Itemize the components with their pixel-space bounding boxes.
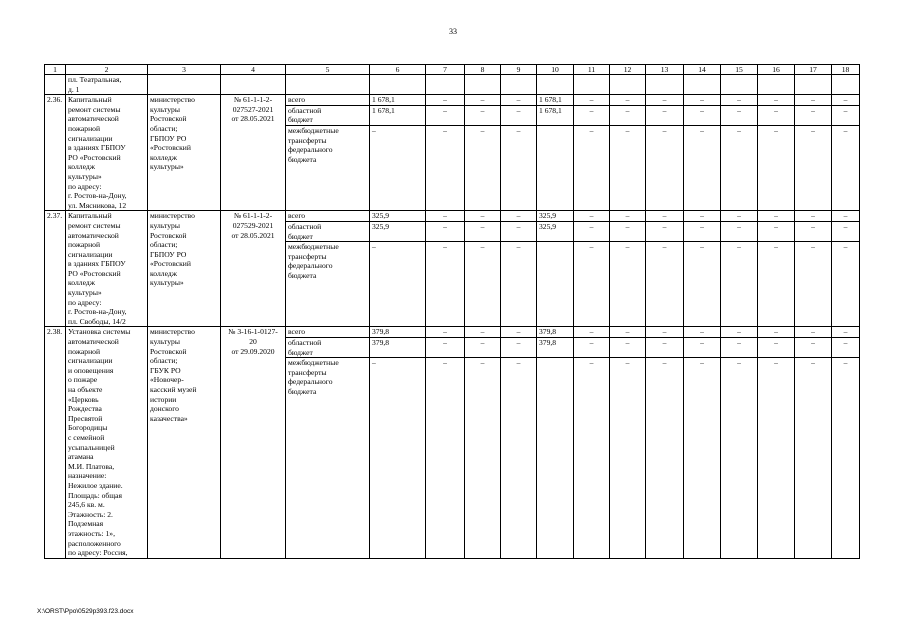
document-reference <box>221 211 286 327</box>
funding-source-value: всего <box>286 211 369 222</box>
year-2022-value: – <box>501 211 536 222</box>
year-col-16-value: – <box>758 222 794 242</box>
year-col-17-cell <box>795 327 832 558</box>
year-2020-cell <box>426 95 465 211</box>
executor <box>148 95 221 211</box>
column-header: 18 <box>832 65 860 75</box>
object-name-text: Капитальный ремонт системы автоматической пожарной сигнализации в зданиях ГБПОУ РО «Ростовский колледж культуры» по адресу: г. Ростов-на-Дону, пл. Свободы, 14/2 <box>68 211 127 326</box>
total-amount-value: – <box>372 125 376 135</box>
year-col-14-value: – <box>700 242 704 252</box>
executor-text: министерство культуры Ростовской области; ГБПОУ РО «Ростовский колледж культуры» <box>150 211 195 288</box>
year-2020-value: – <box>426 106 464 126</box>
year-col-18-value: – <box>832 222 859 242</box>
year-col-16-value: – <box>758 106 794 126</box>
row-number-text: 2.37. <box>47 211 63 221</box>
column-header: 17 <box>795 65 832 75</box>
year-col-15-value: – <box>721 338 757 358</box>
executor <box>148 211 221 327</box>
year-2022-value: – <box>516 358 521 368</box>
year-col-15-cell <box>721 95 758 211</box>
year-col-11-value: – <box>574 338 609 358</box>
year-col-18-value: – <box>843 358 848 368</box>
year-col-12-cell <box>610 211 646 327</box>
total-amount-cell <box>370 327 426 558</box>
year-col-13-cell <box>646 95 684 211</box>
year-col-11-value: – <box>589 242 594 252</box>
year-col-15-value: – <box>721 222 757 242</box>
funding-source-value: областной бюджет <box>286 338 369 358</box>
year-col-13-value: – <box>646 106 683 126</box>
year-col-13-value: – <box>646 222 683 242</box>
year-col-15-value: – <box>721 95 757 106</box>
page-number: 33 <box>449 27 457 36</box>
year-2021-value: – <box>465 327 500 338</box>
year-col-12-value: – <box>610 106 645 126</box>
year-2020-value: – <box>443 242 447 252</box>
column-header: 15 <box>721 65 758 75</box>
year-col-12-value: – <box>610 211 645 222</box>
year-col-18-cell <box>832 327 860 558</box>
object-name-text: Установка системы автоматической пожарной сигнализации и оповещения о пожаре на объекте «Церковь Рождества Пресвятой Богородицы с семейной усыпальницей атамана М.И. Платова, назначение: Нежилое здание. Площадь: общая 245,6 кв. м. Этажность: 2. Подземная этажность: 1», расположенного по адресу: Россия, <box>68 327 131 558</box>
year-col-15-value: – <box>721 327 757 338</box>
column-header: 5 <box>286 65 370 75</box>
year-2021-value: – <box>480 125 485 135</box>
year-2023-value: 325,9 <box>537 222 573 242</box>
year-2021-value: – <box>465 106 500 126</box>
executor <box>148 327 221 558</box>
column-header: 6 <box>370 65 426 75</box>
year-2021-cell <box>465 327 501 558</box>
year-col-17-value: – <box>795 338 831 358</box>
year-col-13-value: – <box>646 95 683 106</box>
year-2023-cell <box>537 211 574 327</box>
year-col-12-value: – <box>610 95 645 106</box>
year-2020-value: – <box>426 95 464 106</box>
year-2021-value: – <box>465 338 500 358</box>
year-col-16-value: – <box>758 327 794 338</box>
year-col-15-cell <box>721 211 758 327</box>
year-col-18-value: – <box>843 125 848 135</box>
year-col-17-value: – <box>795 106 831 126</box>
year-2022-cell <box>501 95 537 211</box>
year-col-14-cell <box>684 327 721 558</box>
total-amount-cell <box>370 211 426 327</box>
year-col-11-value: – <box>589 358 594 368</box>
year-col-16-cell <box>758 327 795 558</box>
year-2021-value: – <box>465 211 500 222</box>
year-2023-value: 1 678,1 <box>537 95 573 106</box>
year-col-17-value: – <box>795 327 831 338</box>
year-col-12-value: – <box>610 222 645 242</box>
year-2021-value: – <box>480 242 485 252</box>
row-number-text: 2.38. <box>47 327 63 337</box>
year-col-12-value: – <box>610 327 645 338</box>
year-2022-cell <box>501 211 537 327</box>
year-col-14-value: – <box>684 338 720 358</box>
column-header: 14 <box>684 65 721 75</box>
year-col-11-value: – <box>574 106 609 126</box>
year-col-12-cell <box>610 327 646 558</box>
year-col-15-value: – <box>721 211 757 222</box>
year-col-13-value: – <box>662 242 667 252</box>
empty-cell <box>537 75 574 95</box>
year-col-18-cell <box>832 211 860 327</box>
total-amount-value: 379,8 <box>370 338 425 358</box>
total-amount-value: 325,9 <box>370 222 425 242</box>
year-2021-cell <box>465 95 501 211</box>
year-2020-value: – <box>426 222 464 242</box>
empty-cell <box>370 75 426 95</box>
year-col-11-cell <box>574 95 610 211</box>
year-col-18-cell <box>832 95 860 211</box>
year-col-14-value: – <box>684 327 720 338</box>
year-col-14-value: – <box>684 106 720 126</box>
year-col-17-value: – <box>795 95 831 106</box>
year-col-15-value: – <box>737 242 741 252</box>
funding-source-value: всего <box>286 327 369 338</box>
row-number <box>45 211 66 327</box>
year-2022-value: – <box>501 338 536 358</box>
year-col-18-value: – <box>832 95 859 106</box>
year-col-14-value: – <box>684 222 720 242</box>
year-col-11-value: – <box>574 211 609 222</box>
object-name <box>66 211 148 327</box>
empty-cell <box>721 75 758 95</box>
funding-source-value: межбюджетные трансферты федерального бюджета <box>288 242 339 280</box>
year-col-15-value: – <box>737 358 741 368</box>
column-header: 3 <box>148 65 221 75</box>
year-col-12-value: – <box>610 338 645 358</box>
total-amount-value: – <box>372 358 376 368</box>
year-col-11-value: – <box>574 327 609 338</box>
year-col-15-value: – <box>721 106 757 126</box>
empty-cell <box>610 75 646 95</box>
year-col-15-cell <box>721 327 758 558</box>
year-col-17-cell <box>795 95 832 211</box>
column-header: 4 <box>221 65 286 75</box>
year-2022-cell <box>501 327 537 558</box>
column-header: 2 <box>66 65 148 75</box>
year-col-11-value: – <box>589 125 594 135</box>
object-name <box>66 95 148 211</box>
year-col-16-value: – <box>774 358 778 368</box>
year-col-12-cell <box>610 95 646 211</box>
year-col-16-value: – <box>758 338 794 358</box>
column-header: 11 <box>574 65 610 75</box>
year-col-18-value: – <box>832 211 859 222</box>
funding-source-value: межбюджетные трансферты федерального бюджета <box>288 358 339 396</box>
year-col-14-cell <box>684 211 721 327</box>
table-row <box>45 327 860 558</box>
row-number <box>45 95 66 211</box>
total-amount-value: – <box>372 242 376 252</box>
year-col-17-cell <box>795 211 832 327</box>
year-col-16-cell <box>758 95 795 211</box>
year-col-14-value: – <box>684 211 720 222</box>
year-col-14-value: – <box>700 125 704 135</box>
empty-cell <box>148 75 221 95</box>
year-col-14-value: – <box>700 358 704 368</box>
empty-cell <box>795 75 832 95</box>
continuation-row <box>45 75 860 95</box>
year-col-18-value: – <box>832 106 859 126</box>
column-header: 13 <box>646 65 684 75</box>
year-2020-value: – <box>426 211 464 222</box>
row-number-text: 2.36. <box>47 95 63 105</box>
year-2021-cell <box>465 211 501 327</box>
year-2020-value: – <box>443 125 447 135</box>
table-row <box>45 211 860 327</box>
year-2021-value: – <box>480 358 485 368</box>
table-row <box>45 95 860 211</box>
year-2020-cell <box>426 211 465 327</box>
year-2020-value: – <box>443 358 447 368</box>
year-col-14-cell <box>684 95 721 211</box>
empty-cell <box>426 75 465 95</box>
object-name <box>66 327 148 558</box>
object-name-text: пл. Театральная, д. 1 <box>68 75 122 94</box>
year-col-16-value: – <box>774 242 778 252</box>
year-col-15-value: – <box>737 125 741 135</box>
year-2021-value: – <box>465 95 500 106</box>
year-col-13-value: – <box>646 338 683 358</box>
document-reference-text: № 3-16-1-0127- 20 от 29.09.2020 <box>228 327 278 356</box>
year-2020-cell <box>426 327 465 558</box>
document-reference <box>221 95 286 211</box>
file-path-footer: X:\ORST\Ppo\0529p393.f23.docx <box>37 608 134 615</box>
funding-source-value: межбюджетные трансферты федерального бюджета <box>288 125 339 164</box>
year-2022-value: – <box>501 222 536 242</box>
year-2022-value: – <box>501 95 536 106</box>
executor-text: министерство культуры Ростовской области; ГБПОУ РО «Ростовский колледж культуры» <box>150 95 195 172</box>
year-2023-cell <box>537 327 574 558</box>
funding-source-value: всего <box>286 95 369 106</box>
year-2022-value: – <box>501 106 536 126</box>
empty-cell <box>832 75 860 95</box>
year-col-17-value: – <box>795 222 831 242</box>
year-col-11-value: – <box>574 95 609 106</box>
total-amount-value: 379,8 <box>370 327 425 338</box>
column-header: 8 <box>465 65 501 75</box>
year-2021-value: – <box>465 222 500 242</box>
year-col-17-value: – <box>811 242 815 252</box>
funding-source-cell <box>286 211 370 327</box>
executor-text: министерство культуры Ростовской области; ГБУК РО «Новочер- касский музей истории донского казачества» <box>150 327 197 423</box>
year-col-11-cell <box>574 211 610 327</box>
empty-cell <box>286 75 370 95</box>
year-col-14-value: – <box>684 95 720 106</box>
year-col-12-value: – <box>625 125 630 135</box>
empty-cell <box>684 75 721 95</box>
row-number <box>45 327 66 558</box>
document-reference-text: № 61-1-1-2- 027527-2021 от 28.05.2021 <box>231 95 275 124</box>
year-col-13-value: – <box>662 125 667 135</box>
row-number <box>45 75 66 95</box>
total-amount-cell <box>370 95 426 211</box>
year-2020-value: – <box>426 338 464 358</box>
year-col-11-cell <box>574 327 610 558</box>
year-2022-value: – <box>516 125 521 135</box>
funding-source-cell <box>286 327 370 558</box>
column-header: 16 <box>758 65 795 75</box>
document-reference-text: № 61-1-1-2- 027529-2021 от 28.05.2021 <box>231 211 275 240</box>
empty-cell <box>758 75 795 95</box>
year-2020-value: – <box>426 327 464 338</box>
column-header: 9 <box>501 65 537 75</box>
year-2022-value: – <box>501 327 536 338</box>
year-col-13-value: – <box>646 327 683 338</box>
total-amount-value: 325,9 <box>370 211 425 222</box>
header-row <box>45 65 860 75</box>
funding-source-value: областной бюджет <box>286 106 369 126</box>
year-col-16-cell <box>758 211 795 327</box>
year-2023-value: 379,8 <box>537 338 573 358</box>
year-col-16-value: – <box>774 125 778 135</box>
column-header: 12 <box>610 65 646 75</box>
year-col-13-value: – <box>646 211 683 222</box>
year-2023-value <box>537 358 573 387</box>
year-col-16-value: – <box>758 95 794 106</box>
year-col-12-value: – <box>625 358 630 368</box>
year-2023-cell <box>537 95 574 211</box>
empty-cell <box>646 75 684 95</box>
empty-cell <box>221 75 286 95</box>
year-col-18-value: – <box>832 338 859 358</box>
year-col-12-value: – <box>625 242 630 252</box>
total-amount-value: 1 678,1 <box>370 95 425 106</box>
column-header: 7 <box>426 65 465 75</box>
year-col-13-value: – <box>662 358 667 368</box>
funding-source-value: областной бюджет <box>286 222 369 242</box>
year-col-17-value: – <box>811 125 815 135</box>
year-col-16-value: – <box>758 211 794 222</box>
year-col-18-value: – <box>843 242 848 252</box>
year-2023-value: 379,8 <box>537 327 573 338</box>
year-col-17-value: – <box>795 211 831 222</box>
empty-cell <box>501 75 537 95</box>
year-col-13-cell <box>646 211 684 327</box>
year-2023-value: 1 678,1 <box>537 106 573 126</box>
year-col-13-cell <box>646 327 684 558</box>
year-2023-value <box>537 126 573 155</box>
column-header: 1 <box>45 65 66 75</box>
total-amount-value: 1 678,1 <box>370 106 425 126</box>
funding-table <box>44 64 860 559</box>
object-name <box>66 75 148 95</box>
year-2023-value: 325,9 <box>537 211 573 222</box>
empty-cell <box>574 75 610 95</box>
object-name-text: Капитальный ремонт системы автоматической пожарной сигнализации в зданиях ГБПОУ РО «Ростовский колледж культуры» по адресу: г. Ростов-на-Дону, ул. Мясникова, 12 <box>68 95 127 210</box>
funding-source-cell <box>286 95 370 211</box>
year-col-17-value: – <box>811 358 815 368</box>
empty-cell <box>465 75 501 95</box>
year-col-11-value: – <box>574 222 609 242</box>
year-2023-value <box>537 242 573 271</box>
column-header: 10 <box>537 65 574 75</box>
year-col-18-value: – <box>832 327 859 338</box>
year-2022-value: – <box>516 242 521 252</box>
document-reference <box>221 327 286 558</box>
